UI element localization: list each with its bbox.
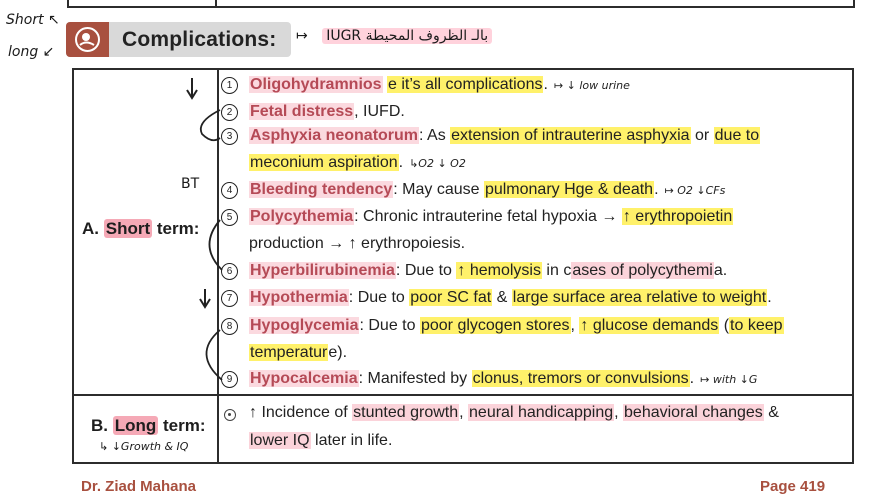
previous-table-divider	[215, 0, 217, 8]
item-polycythemia-cont: production → ↑ erythropoiesis.	[249, 235, 466, 252]
item-number-4: 4	[221, 182, 238, 199]
item-oligohydramnios: Oligohydramnios e it’s all complications. ↦ ↓ low urine	[250, 76, 630, 93]
item-number-2: 2	[221, 104, 238, 121]
long-term-line-2: lower IQ later in life.	[250, 432, 393, 449]
margin-note-short: Short ↖	[6, 12, 60, 28]
footer-page-number: Page 419	[760, 478, 826, 495]
arabic-note-text: IUGR بالـ الظروف المحيطة	[322, 28, 492, 44]
page-title: Complications:	[122, 28, 277, 51]
margin-note-long: long ↙	[8, 44, 55, 60]
item-hypocalcemia: Hypocalcemia: Manifested by clonus, tremors or convulsions. ↦ with ↓G	[250, 370, 758, 387]
item-number-1: 1	[221, 77, 238, 94]
long-term-line-1: ↑ Incidence of stunted growth, neural handicapping, behavioral changes &	[249, 404, 779, 421]
item-bleeding: Bleeding tendency: May cause pulmonary Hge & death. ↦ O2 ↓CFs	[250, 181, 726, 198]
item-number-9: 9	[221, 371, 238, 388]
heading-handnote	[296, 28, 492, 44]
item-asphyxia-cont: meconium aspiration. ↳O2 ↓ O2	[250, 154, 466, 171]
item-asphyxia: Asphyxia neonatorum: As extension of intrauterine asphyxia or due to	[250, 127, 760, 144]
item-polycythemia: Polycythemia: Chronic intrauterine fetal hypoxia → ↑ erythropoietin	[250, 208, 733, 225]
item-number-5: 5	[221, 209, 238, 226]
row-divider	[74, 394, 852, 396]
item-hypoglycemia: Hypoglycemia: Due to poor glycogen stores, ↑ glucose demands (to keep	[250, 317, 783, 334]
item-hyperbilirubinemia: Hyperbilirubinemia: Due to ↑ hemolysis in cases of polycythemia.	[250, 262, 728, 279]
item-number-3: 3	[221, 128, 238, 145]
baby-icon	[66, 22, 109, 57]
item-hypothermia: Hypothermia: Due to poor SC fat & large surface area relative to weight.	[250, 289, 772, 306]
item-hypoglycemia-cont: temperature).	[250, 344, 348, 361]
section-heading	[66, 22, 291, 57]
short-term-label: A. Short term:	[82, 219, 200, 238]
item-number-8: 8	[221, 318, 238, 335]
previous-table-bottom	[67, 0, 855, 8]
item-number-7: 7	[221, 290, 238, 307]
bullet-icon	[224, 409, 236, 421]
margin-note-bt: BT	[181, 176, 200, 192]
long-term-handnote: ↳ ↓Growth & IQ	[99, 440, 189, 453]
item-number-6: 6	[221, 263, 238, 280]
item-fetal-distress: Fetal distress, IUFD.	[250, 103, 405, 120]
long-term-label: B. Long term:	[91, 416, 206, 435]
footer-author: Dr. Ziad Mahana	[81, 478, 197, 495]
arrow-icon: ↦	[296, 28, 308, 44]
handdrawn-brackets	[180, 74, 240, 394]
